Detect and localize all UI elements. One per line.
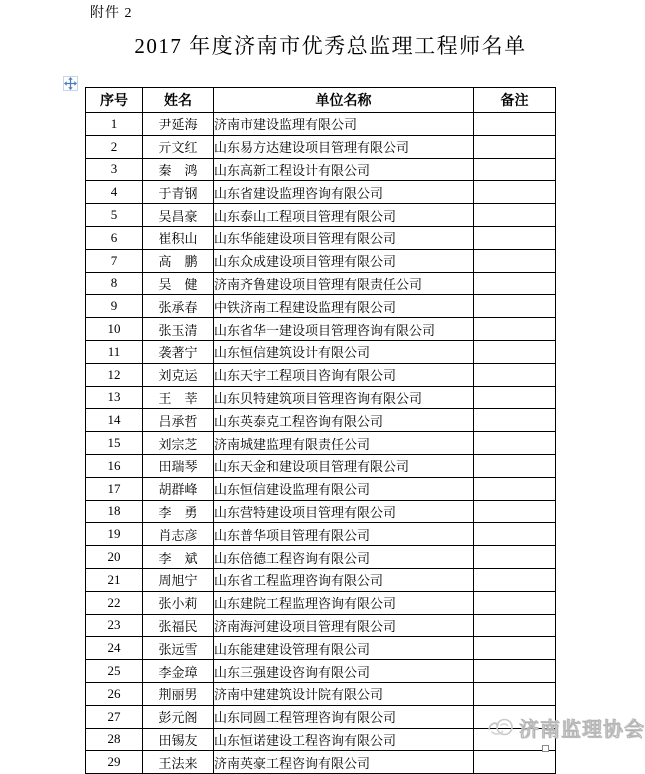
cell-company: 山东英泰克工程咨询有限公司 bbox=[214, 409, 474, 432]
table-row bbox=[86, 113, 556, 136]
cell-remark bbox=[474, 226, 556, 249]
cell-no: 10 bbox=[86, 318, 143, 341]
cell-no: 21 bbox=[86, 568, 143, 591]
cell-company: 山东易方达建设项目管理有限公司 bbox=[214, 135, 474, 158]
cell-company: 济南城建监理有限责任公司 bbox=[214, 432, 474, 455]
cell-remark bbox=[474, 363, 556, 386]
cell-company: 山东华能建设项目管理有限公司 bbox=[214, 226, 474, 249]
col-header-company: 单位名称 bbox=[214, 88, 474, 113]
cell-name: 田瑞琴 bbox=[143, 454, 214, 477]
cell-no: 20 bbox=[86, 546, 143, 569]
cell-company: 山东省工程监理咨询有限公司 bbox=[214, 568, 474, 591]
table-row bbox=[86, 682, 556, 705]
cell-remark bbox=[474, 454, 556, 477]
cell-remark bbox=[474, 477, 556, 500]
cell-remark bbox=[474, 500, 556, 523]
col-header-no: 序号 bbox=[86, 88, 143, 113]
watermark-text: 济南监理协会 bbox=[519, 718, 645, 741]
table-row bbox=[86, 477, 556, 500]
cell-company: 山东建院工程监理咨询有限公司 bbox=[214, 591, 474, 614]
cell-remark bbox=[474, 568, 556, 591]
cell-name: 李 斌 bbox=[143, 546, 214, 569]
cell-remark bbox=[474, 135, 556, 158]
cell-company: 济南英豪工程咨询有限公司 bbox=[214, 751, 474, 774]
cell-company: 山东恒信建筑设计有限公司 bbox=[214, 340, 474, 363]
cell-remark bbox=[474, 660, 556, 683]
cell-no: 3 bbox=[86, 158, 143, 181]
cell-remark bbox=[474, 272, 556, 295]
table-row bbox=[86, 705, 556, 728]
cell-company: 山东倍德工程咨询有限公司 bbox=[214, 546, 474, 569]
cell-name: 刘克运 bbox=[143, 363, 214, 386]
cell-no: 7 bbox=[86, 249, 143, 272]
table-row bbox=[86, 181, 556, 204]
cell-no: 26 bbox=[86, 682, 143, 705]
cell-remark bbox=[474, 158, 556, 181]
cell-no: 18 bbox=[86, 500, 143, 523]
cell-company: 山东普华项目管理有限公司 bbox=[214, 523, 474, 546]
cell-remark bbox=[474, 614, 556, 637]
cell-no: 19 bbox=[86, 523, 143, 546]
cell-name: 袭著宁 bbox=[143, 340, 214, 363]
cell-name: 肖志彦 bbox=[143, 523, 214, 546]
cell-company: 山东恒信建设监理有限公司 bbox=[214, 477, 474, 500]
col-header-name: 姓名 bbox=[143, 88, 214, 113]
cell-name: 王法来 bbox=[143, 751, 214, 774]
cell-name: 荆丽男 bbox=[143, 682, 214, 705]
table-row bbox=[86, 751, 556, 774]
cell-name: 亓文红 bbox=[143, 135, 214, 158]
cell-remark bbox=[474, 386, 556, 409]
cell-name: 吴昌豪 bbox=[143, 204, 214, 227]
table-row bbox=[86, 660, 556, 683]
table-row bbox=[86, 591, 556, 614]
cell-name: 张承春 bbox=[143, 295, 214, 318]
cell-name: 崔积山 bbox=[143, 226, 214, 249]
cell-remark bbox=[474, 409, 556, 432]
cell-name: 吕承哲 bbox=[143, 409, 214, 432]
cell-name: 刘宗芝 bbox=[143, 432, 214, 455]
cell-company: 济南市建设监理有限公司 bbox=[214, 113, 474, 136]
attachment-label: 附件 2 bbox=[90, 6, 133, 21]
table-row bbox=[86, 500, 556, 523]
table-row bbox=[86, 432, 556, 455]
cell-name: 张玉清 bbox=[143, 318, 214, 341]
cell-remark bbox=[474, 523, 556, 546]
table-row bbox=[86, 386, 556, 409]
table-row bbox=[86, 523, 556, 546]
cell-company: 山东天金和建设项目管理有限公司 bbox=[214, 454, 474, 477]
cell-no: 24 bbox=[86, 637, 143, 660]
cell-no: 13 bbox=[86, 386, 143, 409]
cell-company: 山东天宇工程项目咨询有限公司 bbox=[214, 363, 474, 386]
cell-name: 李金璋 bbox=[143, 660, 214, 683]
cell-no: 16 bbox=[86, 454, 143, 477]
cell-no: 5 bbox=[86, 204, 143, 227]
association-logo-icon bbox=[486, 712, 516, 742]
table-row bbox=[86, 135, 556, 158]
table-row bbox=[86, 637, 556, 660]
table-row bbox=[86, 454, 556, 477]
table-row bbox=[86, 249, 556, 272]
cell-no: 25 bbox=[86, 660, 143, 683]
table-move-handle[interactable] bbox=[63, 76, 78, 91]
cell-name: 秦 鸿 bbox=[143, 158, 214, 181]
cell-name: 李 勇 bbox=[143, 500, 214, 523]
cell-remark bbox=[474, 751, 556, 774]
cell-name: 高 鹏 bbox=[143, 249, 214, 272]
cell-company: 济南海河建设项目管理有限公司 bbox=[214, 614, 474, 637]
cell-no: 17 bbox=[86, 477, 143, 500]
cell-company: 山东省建设监理咨询有限公司 bbox=[214, 181, 474, 204]
cell-no: 9 bbox=[86, 295, 143, 318]
cell-company: 山东三强建设咨询有限公司 bbox=[214, 660, 474, 683]
col-header-remark: 备注 bbox=[474, 88, 556, 113]
cell-name: 田锡友 bbox=[143, 728, 214, 751]
cell-remark bbox=[474, 432, 556, 455]
cell-no: 15 bbox=[86, 432, 143, 455]
cell-name: 张小莉 bbox=[143, 591, 214, 614]
cell-name: 胡群峰 bbox=[143, 477, 214, 500]
cell-name: 张远雪 bbox=[143, 637, 214, 660]
cell-company: 济南中建建筑设计院有限公司 bbox=[214, 682, 474, 705]
cell-no: 29 bbox=[86, 751, 143, 774]
cell-company: 山东贝特建筑项目管理咨询有限公司 bbox=[214, 386, 474, 409]
cell-company: 中铁济南工程建设监理有限公司 bbox=[214, 295, 474, 318]
cell-remark bbox=[474, 340, 556, 363]
table-row bbox=[86, 546, 556, 569]
page-title: 2017 年度济南市优秀总监理工程师名单 bbox=[134, 34, 527, 58]
cell-company: 济南齐鲁建设项目管理有限责任公司 bbox=[214, 272, 474, 295]
cell-company: 山东泰山工程项目管理有限公司 bbox=[214, 204, 474, 227]
cell-no: 1 bbox=[86, 113, 143, 136]
table-row bbox=[86, 363, 556, 386]
cell-remark bbox=[474, 637, 556, 660]
cell-company: 山东省华一建设项目管理咨询有限公司 bbox=[214, 318, 474, 341]
cell-name: 吴 健 bbox=[143, 272, 214, 295]
cell-no: 14 bbox=[86, 409, 143, 432]
cell-remark bbox=[474, 682, 556, 705]
cell-remark bbox=[474, 295, 556, 318]
cell-company: 山东恒诺建设工程咨询有限公司 bbox=[214, 728, 474, 751]
cell-name: 于青钢 bbox=[143, 181, 214, 204]
cell-name: 尹延海 bbox=[143, 113, 214, 136]
cell-company: 山东同圆工程管理咨询有限公司 bbox=[214, 705, 474, 728]
cell-no: 8 bbox=[86, 272, 143, 295]
table-header-row bbox=[86, 88, 556, 113]
cell-name: 张福民 bbox=[143, 614, 214, 637]
table-row bbox=[86, 728, 556, 751]
move-icon bbox=[64, 77, 77, 90]
watermark bbox=[486, 712, 645, 742]
table-row bbox=[86, 614, 556, 637]
table-row bbox=[86, 340, 556, 363]
table-row bbox=[86, 272, 556, 295]
cell-remark bbox=[474, 318, 556, 341]
table-resize-handle[interactable] bbox=[542, 745, 549, 752]
cell-company: 山东众成建设项目管理有限公司 bbox=[214, 249, 474, 272]
table-row bbox=[86, 318, 556, 341]
cell-remark bbox=[474, 204, 556, 227]
cell-remark bbox=[474, 249, 556, 272]
cell-no: 4 bbox=[86, 181, 143, 204]
cell-remark bbox=[474, 181, 556, 204]
cell-no: 12 bbox=[86, 363, 143, 386]
cell-no: 22 bbox=[86, 591, 143, 614]
table-body bbox=[86, 113, 556, 774]
table-row bbox=[86, 295, 556, 318]
cell-remark bbox=[474, 591, 556, 614]
cell-no: 23 bbox=[86, 614, 143, 637]
cell-remark bbox=[474, 113, 556, 136]
cell-company: 山东营特建设项目管理有限公司 bbox=[214, 500, 474, 523]
cell-name: 彭元阁 bbox=[143, 705, 214, 728]
cell-no: 27 bbox=[86, 705, 143, 728]
table-row bbox=[86, 409, 556, 432]
cell-company: 山东高新工程设计有限公司 bbox=[214, 158, 474, 181]
table-row bbox=[86, 226, 556, 249]
cell-no: 2 bbox=[86, 135, 143, 158]
cell-no: 6 bbox=[86, 226, 143, 249]
roster-table bbox=[85, 87, 556, 774]
cell-name: 王 莘 bbox=[143, 386, 214, 409]
cell-no: 11 bbox=[86, 340, 143, 363]
cell-no: 28 bbox=[86, 728, 143, 751]
table-row bbox=[86, 158, 556, 181]
cell-company: 山东能建建设管理有限公司 bbox=[214, 637, 474, 660]
table-row bbox=[86, 568, 556, 591]
cell-remark bbox=[474, 546, 556, 569]
cell-name: 周旭宁 bbox=[143, 568, 214, 591]
table-row bbox=[86, 204, 556, 227]
